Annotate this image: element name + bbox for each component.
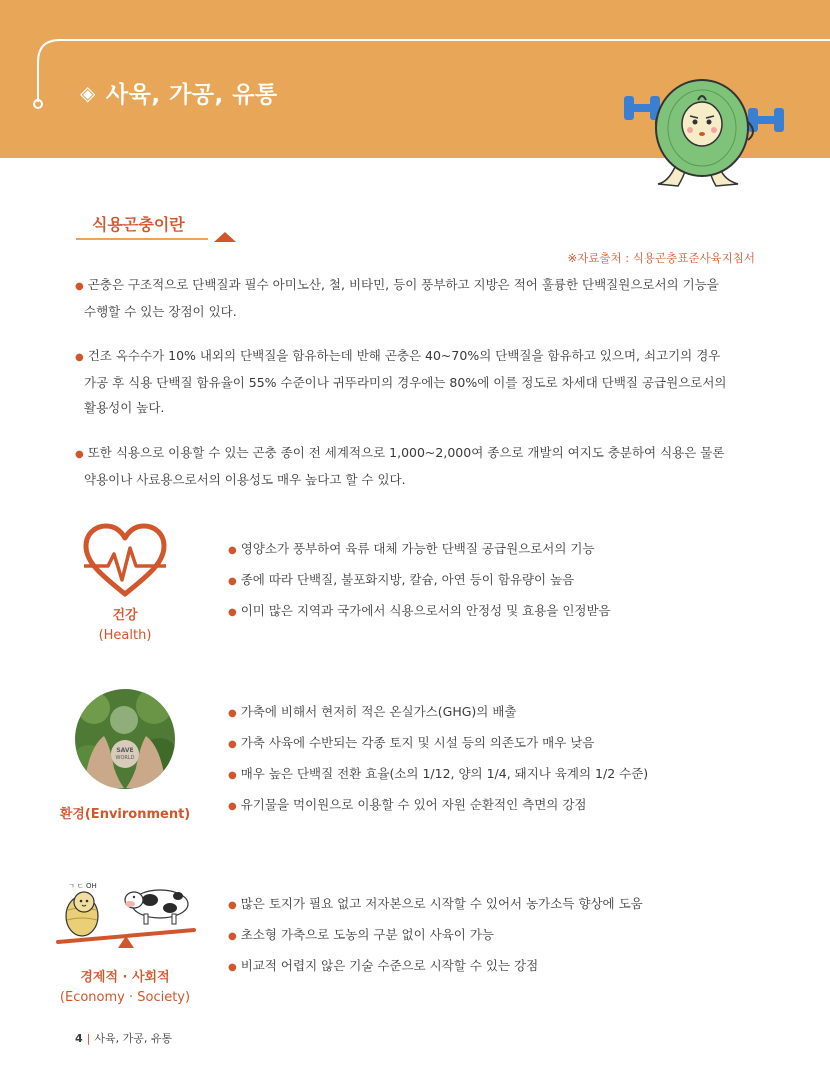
paragraph-line: 가공 후 식용 단백질 함유율이 55% 수준이나 귀뚜라미의 경우에는 80%에 이를 정도로 차세대 단백질 공급원으로서의 bbox=[84, 375, 727, 390]
svg-text:WORLD: WORLD bbox=[115, 755, 135, 761]
paragraph-1 bbox=[75, 272, 765, 324]
list-item: ● 초소형 가축으로 도농의 구분 없이 사육이 가능 bbox=[228, 927, 495, 942]
health-list bbox=[228, 539, 611, 632]
list-item: ● 가축에 비해서 현저히 적은 온실가스(GHG)의 배출 bbox=[228, 704, 517, 719]
page-number: 4 bbox=[75, 1032, 83, 1045]
health-label-ko: 건강 bbox=[112, 608, 138, 623]
paragraph-line: 건조 옥수수가 10% 내외의 단백질을 함유하는데 반해 곤충은 40~70%의 단백질을 함유하고 있으며, 쇠고기의 경우 bbox=[87, 348, 721, 363]
list-item: ● 유기물을 먹이원으로 이용할 수 있어 자원 순환적인 측면의 강점 bbox=[228, 797, 587, 812]
bullet-icon: ● bbox=[228, 545, 237, 556]
bullet-icon: ● bbox=[228, 962, 237, 973]
list-item: ● 비교적 어렵지 않은 기술 수준으로 시작할 수 있는 강점 bbox=[228, 958, 539, 973]
bullet-icon: ● bbox=[228, 931, 237, 942]
bullet-icon: ● bbox=[228, 607, 237, 618]
list-item: ● 종에 따라 단백질, 불포화지방, 칼슘, 아연 등이 함유량이 높음 bbox=[228, 572, 575, 587]
economy-label-en: (Economy · Society) bbox=[59, 990, 191, 1005]
paragraph-line: 활용성이 높다. bbox=[84, 400, 165, 415]
paragraph-2 bbox=[75, 343, 765, 420]
economy-list bbox=[228, 894, 643, 987]
paragraph-line: 또한 식용으로 이용할 수 있는 곤충 종이 전 세계적으로 1,000~2,000여 종으로 개발의 여지도 충분하여 식용은 물론 bbox=[87, 445, 725, 460]
list-item: ● 매우 높은 단백질 전환 효율(소의 1/12, 양의 1/4, 돼지나 육계의 1/2 수준) bbox=[228, 766, 649, 781]
diamond-icon: ◈ bbox=[80, 80, 96, 105]
bullet-icon: ● bbox=[75, 352, 84, 363]
environment-list bbox=[228, 702, 648, 826]
economy-label bbox=[52, 968, 198, 1008]
page-footer bbox=[75, 1030, 172, 1046]
health-label bbox=[70, 606, 180, 646]
bullet-icon: ● bbox=[75, 281, 84, 292]
save-world-icon bbox=[74, 688, 176, 790]
bullet-icon: ● bbox=[228, 801, 237, 812]
paragraph-line: 곤충은 구조적으로 단백질과 필수 아미노산, 철, 비타민, 등이 풍부하고 지방은 적어 훌륭한 단백질원으로서의 기능을 bbox=[87, 277, 719, 292]
bullet-icon: ● bbox=[228, 900, 237, 911]
page-title bbox=[80, 76, 278, 109]
economy-label-ko: 경제적 · 사회적 bbox=[80, 970, 170, 985]
footer-text: 사육, 가공, 유통 bbox=[94, 1032, 173, 1045]
paragraph-3 bbox=[75, 440, 765, 492]
list-item: ● 이미 많은 지역과 국가에서 식용으로서의 안정성 및 효용을 인정받음 bbox=[228, 603, 611, 618]
environment-label: 환경(Environment) bbox=[59, 807, 191, 822]
list-item: ● 많은 토지가 필요 없고 저자본으로 시작할 수 있어서 농가소득 향상에 도움 bbox=[228, 896, 643, 911]
triangle-icon bbox=[214, 232, 236, 242]
svg-text:ㄱ ㄷ OH: ㄱ ㄷ OH bbox=[68, 882, 97, 890]
seesaw-cow-icon bbox=[54, 876, 198, 952]
bullet-icon: ● bbox=[228, 708, 237, 719]
paragraph-line: 약용이나 사료용으로서의 이용성도 매우 높다고 할 수 있다. bbox=[84, 472, 406, 487]
list-item: ● 가축 사육에 수반되는 각종 토지 및 시설 등의 의존도가 매우 낮음 bbox=[228, 735, 595, 750]
bullet-icon: ● bbox=[75, 449, 84, 460]
paragraph-line: 수행할 수 있는 장점이 있다. bbox=[84, 304, 237, 319]
bullet-icon: ● bbox=[228, 770, 237, 781]
footer-separator: | bbox=[86, 1032, 91, 1045]
svg-text:SAVE: SAVE bbox=[116, 747, 134, 754]
list-item: ● 영양소가 풍부하여 육류 대체 가능한 단백질 공급원으로서의 기능 bbox=[228, 541, 595, 556]
section-underline bbox=[76, 238, 208, 240]
heart-pulse-icon bbox=[80, 522, 170, 598]
section-heading: 식용곤충이란 bbox=[92, 215, 185, 234]
bullet-icon: ● bbox=[228, 576, 237, 587]
page-title-text: 사육, 가공, 유통 bbox=[105, 82, 278, 108]
mascot-icon bbox=[620, 62, 790, 192]
source-note: ※자료출처 : 식용곤충표준사육지침서 bbox=[567, 251, 755, 265]
bullet-icon: ● bbox=[228, 739, 237, 750]
health-label-en: (Health) bbox=[98, 628, 152, 643]
